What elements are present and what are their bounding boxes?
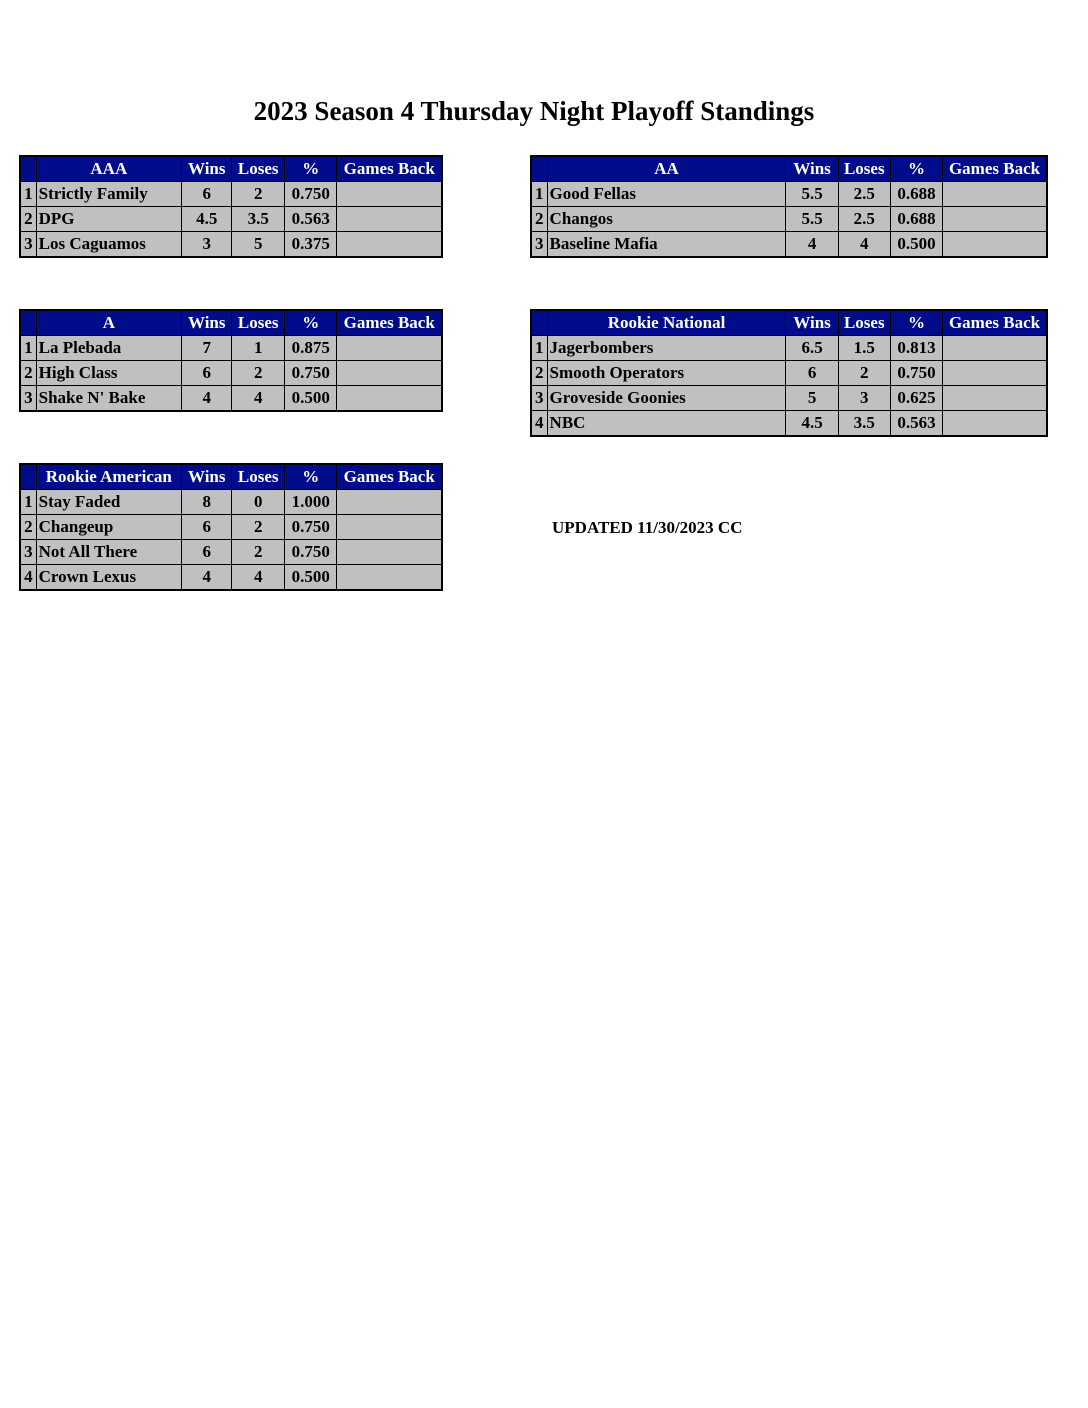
- table-header-row: [20, 310, 442, 336]
- table-row: [531, 232, 1047, 258]
- division-name: A: [36, 310, 181, 336]
- wins-cell: 6: [182, 540, 232, 565]
- pct-cell: 0.750: [284, 540, 336, 565]
- loses-cell: 1: [232, 336, 284, 361]
- wins-cell: 4.5: [786, 411, 838, 437]
- loses-cell: 3.5: [838, 411, 890, 437]
- wins-cell: 5.5: [786, 207, 838, 232]
- division-name: AAA: [36, 156, 181, 182]
- pct-cell: 0.563: [890, 411, 942, 437]
- loses-header: Loses: [232, 464, 284, 490]
- loses-header: Loses: [232, 156, 284, 182]
- rank-cell: 3: [531, 386, 547, 411]
- wins-cell: 6: [182, 515, 232, 540]
- games-back-cell: [943, 361, 1047, 386]
- games-back-cell: [943, 336, 1047, 361]
- team-cell: Changos: [547, 207, 786, 232]
- pct-cell: 0.750: [890, 361, 942, 386]
- pct-cell: 0.750: [284, 515, 336, 540]
- games-back-cell: [337, 182, 442, 207]
- games-back-cell: [337, 540, 442, 565]
- table-row: [20, 232, 442, 258]
- standings-table-a: [19, 309, 443, 412]
- wins-cell: 5.5: [786, 182, 838, 207]
- wins-cell: 6.5: [786, 336, 838, 361]
- loses-cell: 2: [232, 515, 284, 540]
- team-cell: Shake N' Bake: [36, 386, 181, 412]
- table-row: [20, 490, 442, 515]
- rank-cell: 4: [20, 565, 36, 591]
- table-header-row: [531, 156, 1047, 182]
- loses-cell: 2.5: [838, 182, 890, 207]
- pct-header: %: [890, 310, 942, 336]
- wins-cell: 6: [182, 182, 232, 207]
- wins-cell: 8: [182, 490, 232, 515]
- rank-cell: 2: [20, 361, 36, 386]
- wins-header: Wins: [786, 156, 838, 182]
- table-row: [531, 361, 1047, 386]
- page-title: 2023 Season 4 Thursday Night Playoff Standings: [253, 96, 815, 126]
- wins-header: Wins: [786, 310, 838, 336]
- table-row: [531, 336, 1047, 361]
- games-back-cell: [337, 232, 442, 258]
- loses-cell: 3.5: [232, 207, 284, 232]
- rank-cell: 2: [20, 515, 36, 540]
- wins-header: Wins: [182, 464, 232, 490]
- wins-cell: 4.5: [182, 207, 232, 232]
- team-cell: DPG: [36, 207, 181, 232]
- pct-cell: 0.625: [890, 386, 942, 411]
- team-cell: Good Fellas: [547, 182, 786, 207]
- team-cell: Los Caguamos: [36, 232, 181, 258]
- table-row: [20, 386, 442, 412]
- games-back-cell: [943, 182, 1047, 207]
- table-header-row: [20, 464, 442, 490]
- pct-cell: 0.500: [284, 386, 336, 412]
- loses-header: Loses: [838, 310, 890, 336]
- team-cell: Jagerbombers: [547, 336, 786, 361]
- games-back-cell: [943, 207, 1047, 232]
- pct-header: %: [284, 464, 336, 490]
- pct-cell: 0.500: [890, 232, 942, 258]
- pct-cell: 0.750: [284, 361, 336, 386]
- games-back-header: Games Back: [337, 464, 442, 490]
- wins-header: Wins: [182, 156, 232, 182]
- games-back-cell: [943, 386, 1047, 411]
- loses-cell: 2: [838, 361, 890, 386]
- games-back-header: Games Back: [943, 310, 1047, 336]
- table-row: [531, 207, 1047, 232]
- standings-table-aa: [530, 155, 1048, 258]
- team-cell: Not All There: [36, 540, 181, 565]
- loses-cell: 4: [232, 386, 284, 412]
- team-cell: Groveside Goonies: [547, 386, 786, 411]
- table-row: [20, 540, 442, 565]
- table-row: [20, 515, 442, 540]
- table-header-row: [531, 310, 1047, 336]
- pct-cell: 0.688: [890, 182, 942, 207]
- rank-header: [20, 464, 36, 490]
- games-back-header: Games Back: [943, 156, 1047, 182]
- table-header-row: [20, 156, 442, 182]
- loses-cell: 4: [838, 232, 890, 258]
- table-row: [20, 361, 442, 386]
- loses-header: Loses: [838, 156, 890, 182]
- rank-cell: 3: [20, 540, 36, 565]
- pct-cell: 0.875: [284, 336, 336, 361]
- team-cell: La Plebada: [36, 336, 181, 361]
- table-row: [20, 565, 442, 591]
- pct-cell: 0.813: [890, 336, 942, 361]
- team-cell: Baseline Mafia: [547, 232, 786, 258]
- games-back-cell: [337, 565, 442, 591]
- wins-cell: 4: [182, 565, 232, 591]
- wins-cell: 7: [182, 336, 232, 361]
- standings-table-rookie-national: [530, 309, 1048, 437]
- games-back-header: Games Back: [337, 310, 442, 336]
- games-back-header: Games Back: [337, 156, 442, 182]
- team-cell: High Class: [36, 361, 181, 386]
- games-back-cell: [337, 361, 442, 386]
- games-back-cell: [337, 386, 442, 412]
- table-row: [20, 207, 442, 232]
- pct-cell: 0.500: [284, 565, 336, 591]
- loses-cell: 2: [232, 361, 284, 386]
- rank-header: [20, 156, 36, 182]
- table-row: [531, 386, 1047, 411]
- division-name: Rookie National: [547, 310, 786, 336]
- wins-cell: 4: [786, 232, 838, 258]
- rank-header: [531, 156, 547, 182]
- loses-cell: 2: [232, 182, 284, 207]
- wins-cell: 3: [182, 232, 232, 258]
- loses-cell: 1.5: [838, 336, 890, 361]
- pct-cell: 0.750: [284, 182, 336, 207]
- loses-cell: 2.5: [838, 207, 890, 232]
- pct-header: %: [890, 156, 942, 182]
- rank-cell: 1: [20, 336, 36, 361]
- team-cell: Crown Lexus: [36, 565, 181, 591]
- updated-note: UPDATED 11/30/2023 CC: [552, 518, 743, 537]
- pct-cell: 0.688: [890, 207, 942, 232]
- standings-table-aaa: [19, 155, 443, 258]
- division-name: AA: [547, 156, 786, 182]
- wins-header: Wins: [182, 310, 232, 336]
- wins-cell: 6: [182, 361, 232, 386]
- games-back-cell: [337, 207, 442, 232]
- rank-header: [20, 310, 36, 336]
- table-row: [20, 336, 442, 361]
- loses-header: Loses: [232, 310, 284, 336]
- rank-cell: 1: [20, 490, 36, 515]
- division-name: Rookie American: [36, 464, 181, 490]
- rank-cell: 4: [531, 411, 547, 437]
- rank-cell: 2: [20, 207, 36, 232]
- wins-cell: 6: [786, 361, 838, 386]
- pct-cell: 0.563: [284, 207, 336, 232]
- rank-cell: 3: [531, 232, 547, 258]
- wins-cell: 4: [182, 386, 232, 412]
- rank-header: [531, 310, 547, 336]
- pct-header: %: [284, 156, 336, 182]
- games-back-cell: [337, 515, 442, 540]
- loses-cell: 3: [838, 386, 890, 411]
- games-back-cell: [337, 490, 442, 515]
- wins-cell: 5: [786, 386, 838, 411]
- loses-cell: 2: [232, 540, 284, 565]
- rank-cell: 2: [531, 361, 547, 386]
- rank-cell: 1: [20, 182, 36, 207]
- rank-cell: 1: [531, 336, 547, 361]
- loses-cell: 5: [232, 232, 284, 258]
- loses-cell: 0: [232, 490, 284, 515]
- team-cell: Stay Faded: [36, 490, 181, 515]
- team-cell: Strictly Family: [36, 182, 181, 207]
- games-back-cell: [943, 232, 1047, 258]
- table-row: [20, 182, 442, 207]
- rank-cell: 1: [531, 182, 547, 207]
- pct-header: %: [284, 310, 336, 336]
- games-back-cell: [943, 411, 1047, 437]
- team-cell: Smooth Operators: [547, 361, 786, 386]
- rank-cell: 3: [20, 386, 36, 412]
- team-cell: Changeup: [36, 515, 181, 540]
- team-cell: NBC: [547, 411, 786, 437]
- rank-cell: 3: [20, 232, 36, 258]
- table-row: [531, 182, 1047, 207]
- pct-cell: 0.375: [284, 232, 336, 258]
- table-row: [531, 411, 1047, 437]
- rank-cell: 2: [531, 207, 547, 232]
- loses-cell: 4: [232, 565, 284, 591]
- standings-table-rookie-american: [19, 463, 443, 591]
- games-back-cell: [337, 336, 442, 361]
- pct-cell: 1.000: [284, 490, 336, 515]
